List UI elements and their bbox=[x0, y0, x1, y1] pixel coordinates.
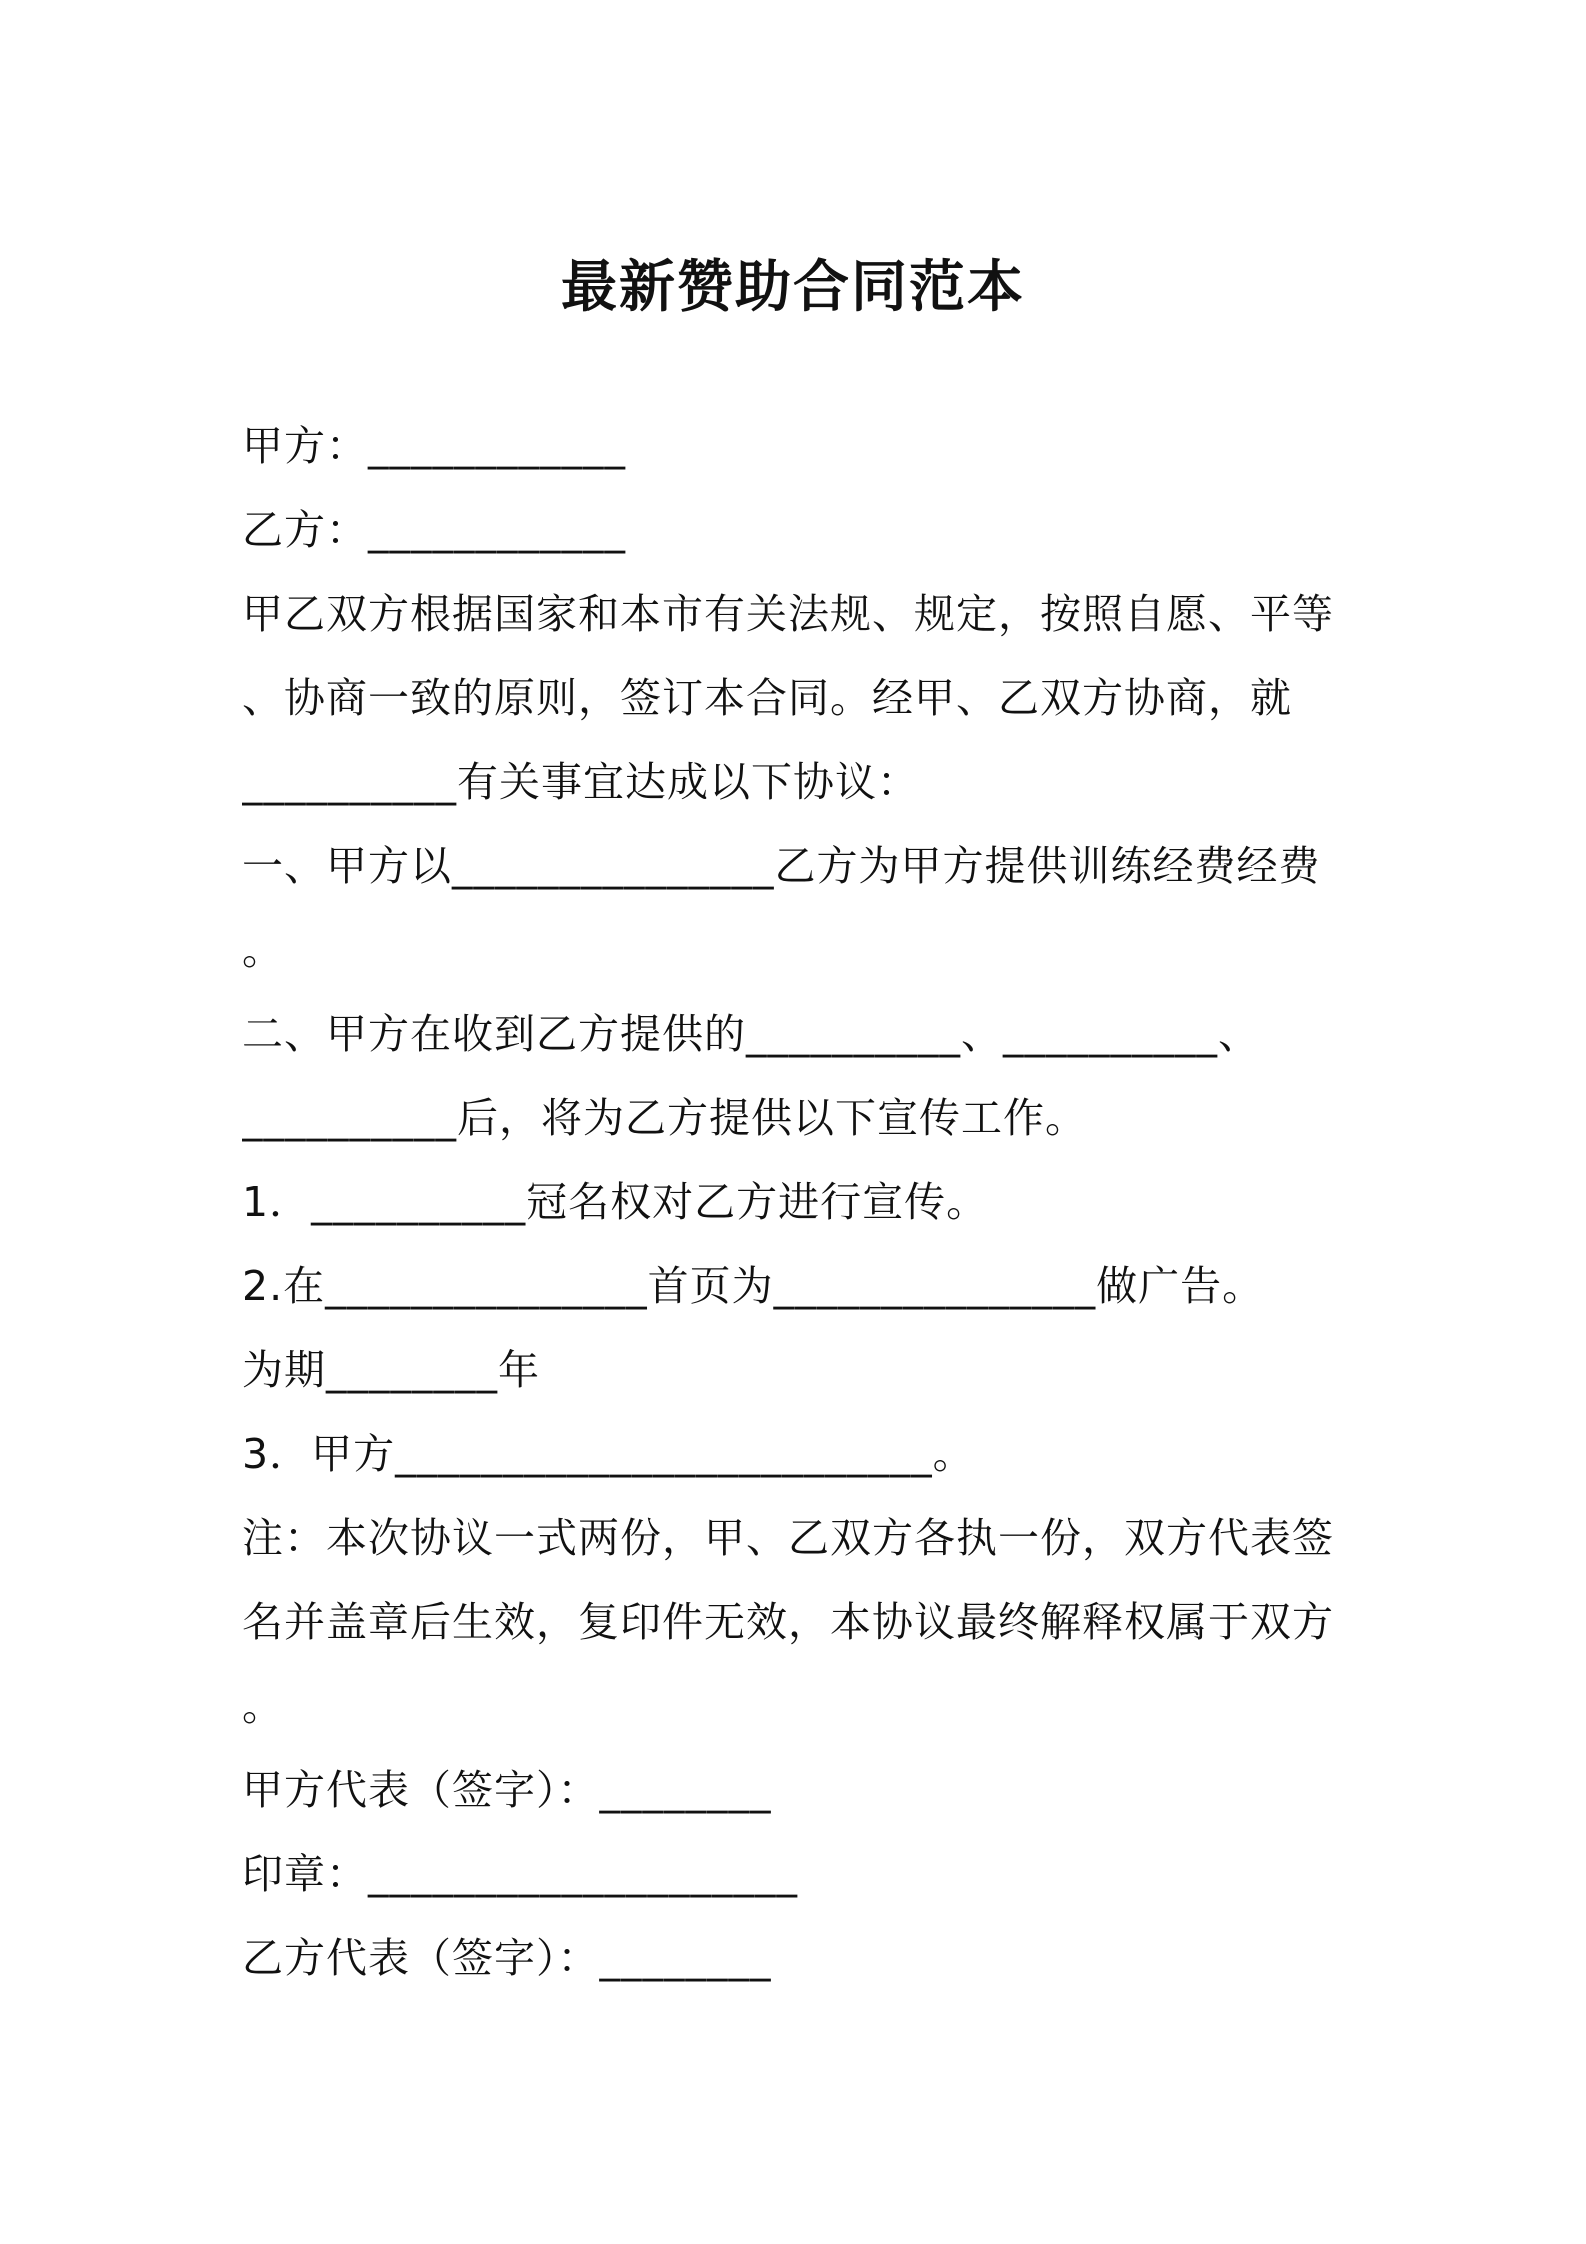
note-line-3: 。 bbox=[242, 1682, 284, 1730]
preamble-line-2: 、协商一致的原则，签订本合同。经甲、乙双方协商，就 bbox=[242, 674, 1292, 722]
party-a-signature-line: 甲方代表（签字）：________ bbox=[242, 1766, 772, 1814]
item-2-line-1: 2.在_______________首页为_______________做广告。 bbox=[242, 1262, 1265, 1310]
party-b-line: 乙方：____________ bbox=[242, 506, 626, 554]
item-2-line-2: 为期________年 bbox=[242, 1346, 540, 1394]
preamble-line-3: __________有关事宜达成以下协议： bbox=[242, 758, 919, 806]
preamble-line-1: 甲乙双方根据国家和本市有关法规、规定，按照自愿、平等 bbox=[242, 590, 1334, 638]
note-line-2: 名并盖章后生效，复印件无效，本协议最终解释权属于双方 bbox=[242, 1598, 1334, 1646]
party-b-signature-line: 乙方代表（签字）：________ bbox=[242, 1934, 772, 1982]
seal-line: 印章：____________________ bbox=[242, 1850, 798, 1898]
party-a-line: 甲方：____________ bbox=[242, 422, 626, 470]
clause-1-line-1: 一、甲方以_______________乙方为甲方提供训练经费经费 bbox=[242, 842, 1321, 890]
item-1: 1．__________冠名权对乙方进行宣传。 bbox=[242, 1178, 989, 1226]
clause-1-line-2: 。 bbox=[242, 926, 284, 974]
note-line-1: 注：本次协议一式两份，甲、乙双方各执一份，双方代表签 bbox=[242, 1514, 1334, 1562]
item-3: 3．甲方_________________________。 bbox=[242, 1430, 975, 1478]
clause-2-line-2: __________后，将为乙方提供以下宣传工作。 bbox=[242, 1094, 1087, 1142]
document-title: 最新赞助合同范本 bbox=[561, 255, 1025, 320]
clause-2-line-1: 二、甲方在收到乙方提供的__________、__________、 bbox=[242, 1010, 1260, 1058]
contract-body bbox=[242, 404, 1362, 2000]
